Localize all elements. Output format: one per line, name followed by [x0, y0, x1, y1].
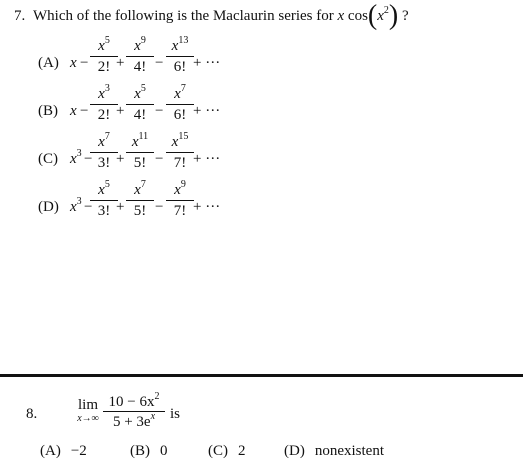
q7-fraction-bar	[166, 152, 194, 153]
q8-answer-letter: (A)	[40, 443, 61, 459]
q7-fraction-bar	[166, 104, 194, 105]
q8-limit	[68, 397, 108, 425]
q8-answer-choice[interactable]	[130, 443, 168, 460]
q7-fraction-denominator: 4!	[133, 59, 147, 75]
q8-lim-word: lim	[77, 397, 98, 413]
q7-fraction-numerator: $x^{11}$	[131, 131, 149, 150]
q7-operator: + ···	[193, 199, 221, 215]
q7-fraction-bar	[126, 56, 154, 57]
q7-fraction-term	[126, 35, 154, 75]
q7-fraction-term	[126, 179, 154, 219]
q7-fraction-term	[90, 131, 118, 171]
q7-stem: Which of the following is the Maclaurin series for	[33, 8, 334, 24]
q7-fraction-numerator: $x^{15}$	[171, 131, 189, 150]
q7-option[interactable]	[0, 131, 320, 180]
q7-fraction-bar	[90, 56, 118, 57]
q7-operator: +	[116, 199, 125, 215]
q7-function: x $\cos(x^2)$	[337, 0, 399, 31]
q8-answer-choice[interactable]	[40, 443, 87, 460]
q8-answer-choice[interactable]	[208, 443, 246, 460]
q8-answer-value: 0	[160, 443, 168, 459]
q7-fraction-numerator: $x^3$	[98, 83, 110, 102]
q7-fraction-bar	[126, 104, 154, 105]
q7-fraction-term	[90, 179, 118, 219]
q7-option-lead-term: x	[70, 55, 77, 71]
q7-fraction-term	[126, 83, 154, 123]
q7-fraction-bar	[90, 104, 118, 105]
q8-answer-letter: (B)	[130, 443, 150, 459]
q7-option-letter: (B)	[38, 103, 58, 119]
q7-fraction-bar	[90, 152, 118, 153]
q7-operator: −	[155, 103, 164, 119]
q7-fraction-denominator: 6!	[173, 59, 187, 75]
q7-operator: −	[80, 55, 89, 71]
q7-option[interactable]	[0, 83, 320, 132]
q8-lim-subscript: x→∞	[77, 413, 99, 424]
q7-fraction-term	[90, 35, 118, 75]
q7-operator: +	[116, 103, 125, 119]
q7-option-lead-term: $x^3$	[70, 196, 82, 215]
q7-fraction-term	[126, 131, 154, 171]
q8-answer-letter: (C)	[208, 443, 228, 459]
q7-fraction-denominator: 6!	[173, 107, 187, 123]
q7-header	[14, 0, 409, 31]
q7-fraction-bar	[166, 56, 194, 57]
q7-fraction-term	[166, 35, 194, 75]
section-divider	[0, 374, 523, 377]
q7-fraction-denominator: 2!	[97, 59, 111, 75]
q7-operator: −	[84, 199, 93, 215]
q7-fraction-term	[166, 179, 194, 219]
q8-answer-value: −2	[70, 443, 87, 459]
q7-operator: −	[84, 151, 93, 167]
q7-fraction-numerator: $x^5$	[98, 179, 110, 198]
q7-operator: −	[155, 55, 164, 71]
q8-fraction	[103, 391, 165, 430]
q7-option-letter: (C)	[38, 151, 58, 167]
q7-fraction-numerator: $x^7$	[134, 179, 146, 198]
q7-fraction-numerator: $x^9$	[174, 179, 186, 198]
q8-answer-choice[interactable]	[284, 443, 384, 460]
q8-tail: is	[170, 406, 181, 422]
q7-option-letter: (D)	[38, 199, 59, 215]
q7-fraction-numerator: $x^5$	[98, 35, 110, 54]
q7-option[interactable]	[0, 179, 320, 228]
q7-operator: −	[80, 103, 89, 119]
q7-fraction-denominator: 3!	[97, 203, 111, 219]
q8-number: 8.	[26, 406, 38, 422]
q8-fraction-bar	[103, 411, 165, 412]
q7-operator: + ···	[193, 151, 221, 167]
q7-fraction-numerator: $x^9$	[134, 35, 146, 54]
q8-answer-value: 2	[238, 443, 246, 459]
q8-denominator: $5 + 3e^x$	[112, 411, 156, 430]
q7-fraction-denominator: 5!	[133, 155, 147, 171]
q7-fraction-bar	[126, 152, 154, 153]
q8-answer-value: nonexistent	[314, 443, 384, 459]
q7-option-letter: (A)	[38, 55, 59, 71]
q7-fraction-numerator: $x^7$	[98, 131, 110, 150]
q8-numerator: $10 - 6x^2$	[108, 391, 160, 410]
q7-fraction-term	[166, 131, 194, 171]
q7-fraction-denominator: 4!	[133, 107, 147, 123]
q7-operator: +	[116, 55, 125, 71]
q7-fraction-numerator: $x^7$	[174, 83, 186, 102]
q7-fraction-denominator: 5!	[133, 203, 147, 219]
q7-option[interactable]	[0, 35, 320, 84]
q7-operator: + ···	[193, 55, 221, 71]
q7-fraction-denominator: 7!	[173, 203, 187, 219]
q8-answer-letter: (D)	[284, 443, 305, 459]
q7-operator: +	[116, 151, 125, 167]
q7-option-lead-term: $x^3$	[70, 148, 82, 167]
q7-fraction-term	[90, 83, 118, 123]
q7-fraction-denominator: 2!	[97, 107, 111, 123]
q7-fraction-denominator: 3!	[97, 155, 111, 171]
q7-question-mark: ?	[402, 8, 409, 24]
q7-number: 7.	[14, 8, 26, 24]
q7-fraction-numerator: $x^{13}$	[171, 35, 189, 54]
q7-fraction-denominator: 7!	[173, 155, 187, 171]
q7-fraction-bar	[126, 200, 154, 201]
q7-operator: + ···	[193, 103, 221, 119]
q7-fraction-term	[166, 83, 194, 123]
q7-fraction-bar	[166, 200, 194, 201]
q7-fraction-bar	[90, 200, 118, 201]
q7-operator: −	[155, 199, 164, 215]
q7-operator: −	[155, 151, 164, 167]
q7-option-lead-term: x	[70, 103, 77, 119]
q7-fraction-numerator: $x^5$	[134, 83, 146, 102]
